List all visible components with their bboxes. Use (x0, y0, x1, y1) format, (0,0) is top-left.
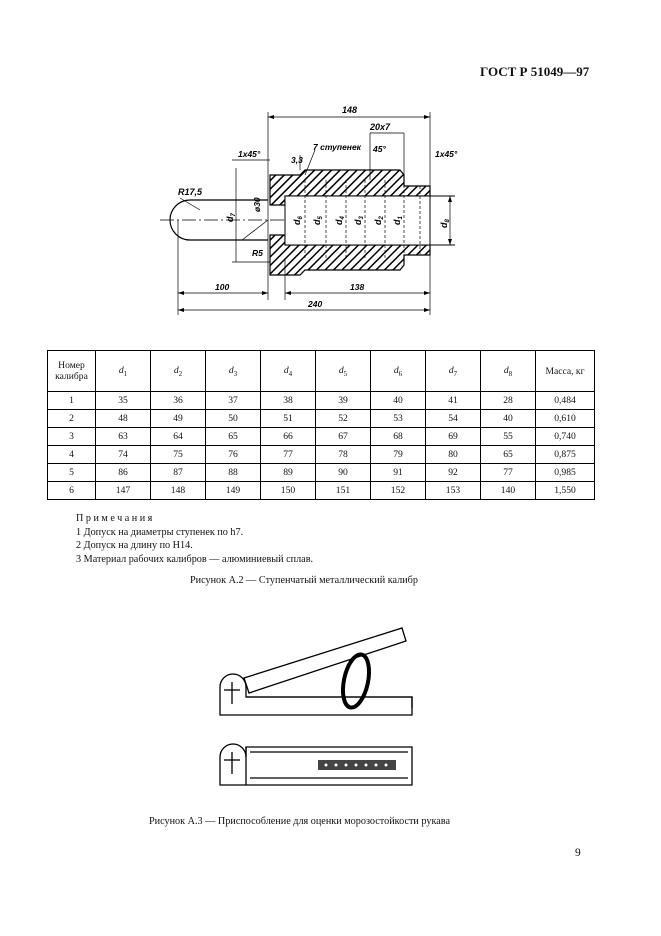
svg-text:d4: $d_4$ (334, 216, 346, 225)
table-cell: 4 (48, 446, 96, 464)
svg-text:d7: $d_7$ (225, 213, 237, 222)
table-cell: 6 (48, 482, 96, 500)
dim-100-label: 100 (215, 282, 230, 292)
svg-text:d6: $d_6$ (292, 216, 304, 225)
dim-20x7-label: 20х7 (370, 122, 391, 132)
dim-7-steps-label: 7 ступенек (313, 142, 361, 152)
table-cell: 64 (151, 428, 206, 446)
table-cell: 74 (96, 446, 151, 464)
svg-text:d2: $d_2$ (373, 216, 385, 225)
table-cell: 77 (481, 464, 536, 482)
table-row (48, 392, 595, 410)
table-cell: 0,610 (536, 410, 595, 428)
table-cell: 0,875 (536, 446, 595, 464)
table-cell: 40 (371, 392, 426, 410)
fixture-drawing (0, 615, 661, 805)
table-cell: 153 (426, 482, 481, 500)
col-d7-header: $d_7$ (426, 351, 481, 392)
table-cell: 52 (316, 410, 371, 428)
table-cell: 80 (426, 446, 481, 464)
table-cell: 63 (96, 428, 151, 446)
col-d2-header: $d_2$ (151, 351, 206, 392)
d6-label: d (292, 219, 302, 225)
note-item: 2 Допуск на длину по H14. (76, 540, 193, 551)
table-cell: 151 (316, 482, 371, 500)
table-cell: 86 (96, 464, 151, 482)
table-cell: 76 (206, 446, 261, 464)
col-d8-header: $d_8$ (481, 351, 536, 392)
table-cell: 147 (96, 482, 151, 500)
table-cell: 152 (371, 482, 426, 500)
table-row (48, 428, 595, 446)
table-cell: 40 (481, 410, 536, 428)
d2-label: d (373, 219, 383, 225)
table-row (48, 482, 595, 500)
table-row (48, 410, 595, 428)
note-item: 3 Материал рабочих калибров — алюминиевый сплав. (76, 553, 314, 565)
table-cell: 2 (48, 410, 96, 428)
figure-a3-caption: Рисунок А.3 — Приспособление для оценки морозостойкости рукава (149, 816, 450, 827)
col-d4-header: $d_4$ (261, 351, 316, 392)
d4-label: d (334, 219, 344, 225)
table-cell: 35 (96, 392, 151, 410)
caliber-drawing (0, 95, 661, 325)
dim-240-label: 240 (308, 299, 323, 309)
dim-1x45-right-label: 1х45° (435, 149, 458, 159)
caliber-spec-table (47, 350, 595, 500)
table-cell: 65 (206, 428, 261, 446)
svg-text:d3: $d_3$ (353, 216, 365, 225)
table-cell: 79 (371, 446, 426, 464)
table-cell: 51 (261, 410, 316, 428)
table-cell: 148 (151, 482, 206, 500)
dim-45-label: 45° (373, 144, 386, 154)
dim-r5-label: R5 (252, 248, 263, 258)
table-cell: 69 (426, 428, 481, 446)
table-cell: 28 (481, 392, 536, 410)
table-cell: 41 (426, 392, 481, 410)
d8-label: d (439, 222, 449, 228)
table-cell: 65 (481, 446, 536, 464)
dim-3-3-label: 3,3 (291, 155, 303, 165)
table-cell: 0,740 (536, 428, 595, 446)
col-caliber-number-header: Номер калибра (48, 351, 96, 392)
table-cell: 66 (261, 428, 316, 446)
table-cell: 50 (206, 410, 261, 428)
table-cell: 39 (316, 392, 371, 410)
svg-text:d5: $d_5$ (312, 216, 324, 225)
table-cell: 0,985 (536, 464, 595, 482)
page-number: 9 (575, 847, 581, 859)
table-row (48, 464, 595, 482)
d7-label: d (225, 216, 235, 222)
table-cell: 54 (426, 410, 481, 428)
col-d1-header: $d_1$ (96, 351, 151, 392)
table-cell: 48 (96, 410, 151, 428)
table-cell: 36 (151, 392, 206, 410)
svg-text:d8: $d_8$ (439, 219, 451, 228)
table-cell: 55 (481, 428, 536, 446)
table-cell: 78 (316, 446, 371, 464)
table-cell: 91 (371, 464, 426, 482)
d1-label: d (392, 219, 402, 225)
table-cell: 49 (151, 410, 206, 428)
table-cell: 37 (206, 392, 261, 410)
table-cell: 90 (316, 464, 371, 482)
table-cell: 3 (48, 428, 96, 446)
table-cell: 149 (206, 482, 261, 500)
hose-ring (339, 652, 374, 710)
notes-title: Примечания (76, 513, 155, 524)
table-cell: 150 (261, 482, 316, 500)
col-d3-header: $d_3$ (206, 351, 261, 392)
table-cell: 53 (371, 410, 426, 428)
table-cell: 140 (481, 482, 536, 500)
table-cell: 88 (206, 464, 261, 482)
fixture-base-top (220, 674, 412, 715)
table-cell: 1 (48, 392, 96, 410)
notes-block (76, 512, 313, 566)
col-d5-header: $d_5$ (316, 351, 371, 392)
col-mass-header: Масса, кг (536, 351, 595, 392)
dim-d30-label: ø30 (252, 197, 262, 212)
figure-a2-caption: Рисунок А.2 — Ступенчатый металлический калибр (190, 575, 418, 586)
table-cell: 87 (151, 464, 206, 482)
table-cell: 38 (261, 392, 316, 410)
table-cell: 0,484 (536, 392, 595, 410)
table-cell: 77 (261, 446, 316, 464)
dim-148-label: 148 (342, 105, 358, 115)
svg-text:d1: $d_1$ (392, 216, 404, 225)
note-item: 1 Допуск на диаметры ступенек по h7. (76, 526, 244, 538)
fixture-lever (244, 628, 406, 693)
table-cell: 89 (261, 464, 316, 482)
table-cell: 1,550 (536, 482, 595, 500)
table-row (48, 446, 595, 464)
table-cell: 92 (426, 464, 481, 482)
table-cell: 5 (48, 464, 96, 482)
table-cell: 67 (316, 428, 371, 446)
d3-label: d (353, 219, 363, 225)
table-cell: 68 (371, 428, 426, 446)
col-d6-header: $d_6$ (371, 351, 426, 392)
d5-label: d (312, 219, 322, 225)
standard-header: ГОСТ Р 51049—97 (480, 64, 590, 79)
table-cell: 75 (151, 446, 206, 464)
dim-138-label: 138 (350, 282, 365, 292)
dim-1x45-left-label: 1х45° (238, 149, 261, 159)
dim-r17-5-label: R17,5 (178, 187, 203, 197)
